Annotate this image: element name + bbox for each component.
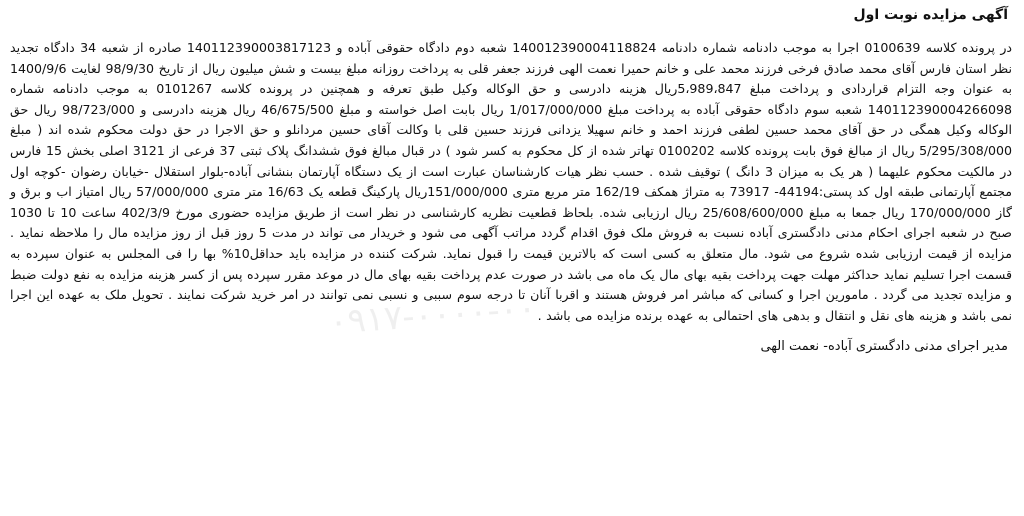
notice-body: در پرونده کلاسه 0100639 اجرا به موجب دادنامه شماره دادنامه 140012390004118824 شعبه دوم دادگاه حقوقی آباده و 140112390003817123 صادره از شعبه 34 دادگاه تجدید نظر استان فارس آقای محمد صادق فرخی فرزند محمد علی و خانم حمیرا نعمت الهی فرزند جعفر قلی به پرداخت روزانه مبلغ بیست و شش میلیون ریال از تاریخ 98/9/30 لغایت 1400/9/6 به عنوان وجه التزام قراردادی و پرداخت مبلغ 5،989،847ریال هزینه دادرسی و حق الوکاله وکیل طبق تعرفه و همچنین در پرونده کلاسه 0101267 به موجب دادنامه شماره 140112390004266098 شعبه سوم دادگاه حقوقی آباده به پرداخت مبلغ 1/017/000/000 ریال بابت اصل خواسته و مبلغ 46/675/500 ریال هزینه دادرسی و 98/723/000 ریال حق الوکاله وکیل همگی در حق آقای محمد حسین لطفی فرزند احمد و خانم سهیلا یزدانی فرزند حسین قلی با وکالت آقای حسین مردانلو و حق الاجرا در حق دولت محکوم شده اند ( مبلغ 5/295/308/000 ریال از مبالغ فوق بابت پرونده کلاسه 0100202 تهاتر شده از کل محکوم به کسر شود ) در قبال مبالغ فوق ششدانگ پلاک ثبتی 37 فرعی از 3121 اصلی بخش 15 فارس در مالکیت محکوم علیهما ( هر یک به میزان 3 دانگ ) توقیف شده . حسب نظر هیات کارشناسان عبارت است از یک دستگاه آپارتمان بنشانی آباده-بلوار استقلال -خیابان رضوان -کوچه اول مجتمع آپارتمانی طبقه اول کد پستی:44194- 73917 به متراژ همکف 162/19 متر مربع متری 151/000/000ریال پارکینگ قطعه یک 16/63 متر متری 57/000/000 ریال امتیاز اب و برق و گاز 170/000/000 ریال جمعا به مبلغ 25/608/600/000 ریال ارزیابی شده. بلحاظ قطعیت نظریه کارشناسی در نظر است از طریق مزایده حضوری مورخ 402/3/9 ساعت 10 تا 1030 صبح در شعبه اجرای احکام مدنی دادگستری آباده نسبت به فروش ملک فوق اقدام گردد مراتب آگهی می شود و خریدار می تواند در مدت 5 روز قبل از روز مزایده مال را ملاحظه نماید . مزایده از قیمت ارزیابی شده شروع می شود. مال متعلق به کسی است که بالاترین قیمت را قبول نماید. شرکت کننده در مزایده باید حداقل10% بها را فی المجلس به عنوان سپرده به قسمت اجرا تسلیم نماید حداکثر مهلت جهت پرداخت بقیه بهای مال یک ماه می باشد در صورت عدم پرداخت بقیه بهای مال در موعد مقرر سپرده پس از کسر هزینه مزایده به نفع دولت ضبط و مزایده تجدید می گردد . مامورین اجرا و کسانی که مباشر امر فروش هستند و اقربا آنان تا درجه سوم سببی و نسبی نمی توانند در امر خرید شرکت نمایند . تحویل ملک به عهده این اجرا نمی باشد و هزینه های نقل و انتقال و بدهی های احتمالی به عهده برنده مزایده می باشد .	[10, 40, 1013, 323]
notice-title: آگهی مزایده نوبت اول	[853, 7, 1008, 23]
notice-signature: مدیر اجرای مدنی دادگستری آباده- نعمت الهی	[760, 339, 1008, 355]
faint-watermark: ۰۹۱۷-۰۰۰۰-۰۰	[327, 288, 538, 343]
auction-notice	[8, 6, 1014, 510]
